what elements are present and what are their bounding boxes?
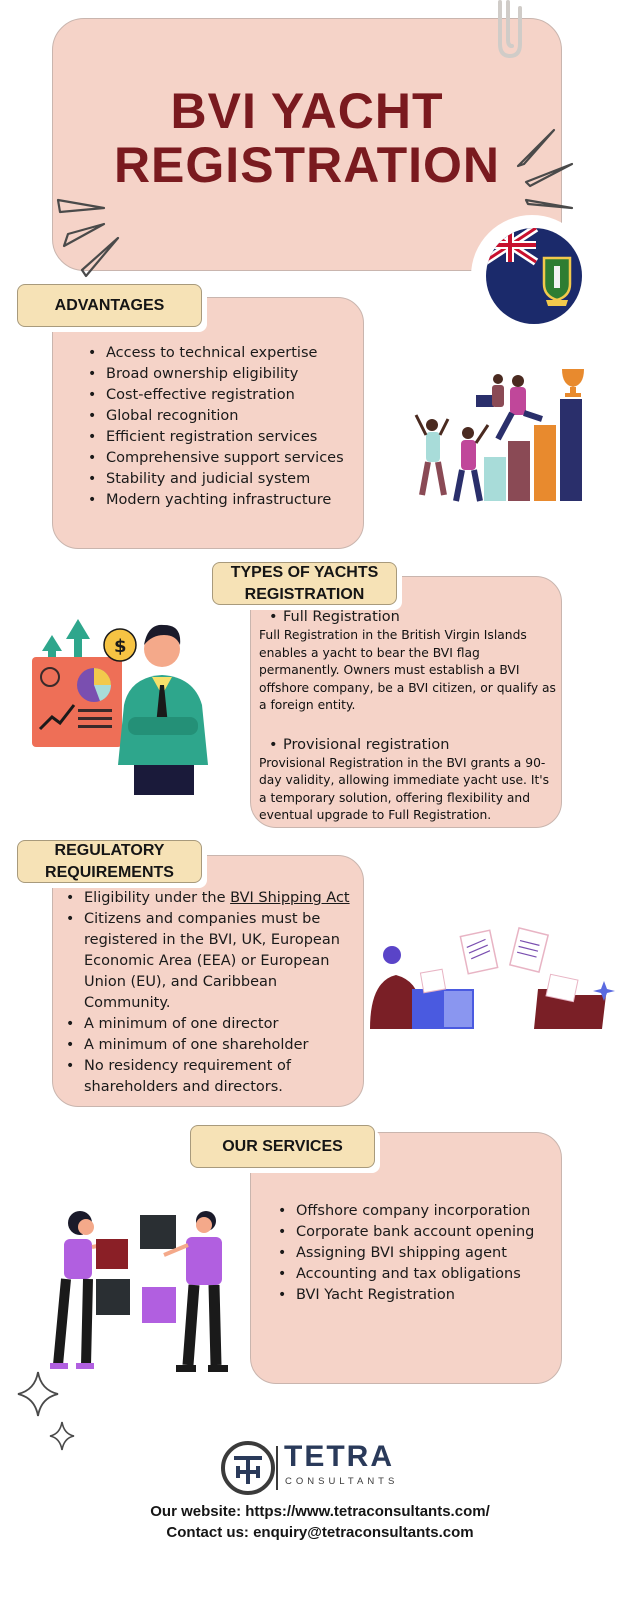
list-item — [84, 888, 356, 909]
list-item: • Stability and judicial system — [106, 469, 376, 490]
tetra-logo-icon — [220, 1440, 276, 1496]
bvi-shipping-act-link[interactable]: BVI Shipping Act — [230, 890, 350, 906]
regulatory-tag — [17, 840, 202, 883]
list-item: • Corporate bank account opening — [296, 1222, 586, 1243]
provisional-registration-text: Provisional Registration in the BVI grants a 90-day validity, allowing immediate yacht use. It's a temporary solution, offering flexibility and eventual upgrade to Full Registration. — [259, 755, 550, 822]
types-label-line-1: TYPES OF YACHTS — [230, 563, 379, 581]
types-tag — [212, 562, 397, 605]
businessman-illustration — [30, 605, 225, 800]
types-label-line-2: REGISTRATION — [244, 585, 365, 603]
regulatory-list — [50, 888, 356, 1098]
regulatory-label-line-2: REQUIREMENTS — [45, 863, 174, 881]
advantages-label: ADVANTAGES — [54, 296, 165, 314]
list-item: • Global recognition — [106, 406, 376, 427]
sparkle-icon — [16, 1370, 82, 1462]
documents-illustration — [368, 925, 618, 1035]
bvi-flag-icon — [470, 214, 594, 338]
title-line-2: REGISTRATION — [113, 137, 501, 193]
full-registration-text: Full Registration in the British Virgin Islands enables a yacht to bear the BVI flag permanently. Owners must establish a BVI offshore company, be a BVI citizen, or qualify as a foreign entity. — [259, 628, 556, 712]
burst-decoration-left — [56, 190, 126, 282]
advantages-tag — [17, 284, 202, 327]
logo-subtitle: CONSULTANTS — [285, 1476, 399, 1487]
burst-decoration-right — [514, 124, 578, 216]
puzzle-teamwork-illustration — [36, 1205, 236, 1380]
list-item: • Broad ownership eligibility — [106, 364, 376, 385]
logo-name: TETRA — [284, 1440, 394, 1473]
list-item: • Access to technical expertise — [106, 343, 376, 364]
list-item: • BVI Yacht Registration — [296, 1285, 586, 1306]
list-item: • Citizens and companies must be registered in the BVI, UK, European Economic Area (EEA) or European Union (EU), and Caribbean Community. — [84, 909, 356, 1014]
list-item: • Accounting and tax obligations — [296, 1264, 586, 1285]
list-item: • A minimum of one director — [84, 1014, 356, 1035]
list-item: • Comprehensive support services — [106, 448, 376, 469]
contact-line[interactable]: Contact us: enquiry@tetraconsultants.com — [166, 1524, 474, 1541]
list-item: • Assigning BVI shipping agent — [296, 1243, 586, 1264]
paperclip-icon — [490, 0, 526, 62]
page-title — [52, 84, 562, 192]
list-item: • Cost-effective registration — [106, 385, 376, 406]
list-item: • Offshore company incorporation — [296, 1201, 586, 1222]
advantages-list — [72, 343, 376, 511]
tetra-logo — [220, 1440, 400, 1496]
list-item: • A minimum of one shareholder — [84, 1035, 356, 1056]
growth-chart-illustration — [402, 355, 594, 510]
list-item: • Modern yachting infrastructure — [106, 490, 376, 511]
website-line[interactable]: Our website: https://www.tetraconsultants.com/ — [150, 1503, 490, 1520]
svg-text:$: $ — [114, 636, 127, 657]
list-item: • Efficient registration services — [106, 427, 376, 448]
services-list — [262, 1201, 586, 1306]
provisional-registration-heading: • Provisional registration — [259, 737, 557, 753]
eligibility-prefix: Eligibility under the — [84, 890, 231, 906]
types-content — [259, 609, 557, 825]
full-registration-heading: • Full Registration — [259, 609, 557, 625]
regulatory-label-line-1: REGULATORY — [54, 841, 165, 859]
title-line-1: BVI YACHT — [170, 83, 444, 139]
services-label: OUR SERVICES — [222, 1137, 343, 1155]
list-item: • No residency requirement of shareholders and directors. — [84, 1056, 356, 1098]
services-tag — [190, 1125, 375, 1168]
